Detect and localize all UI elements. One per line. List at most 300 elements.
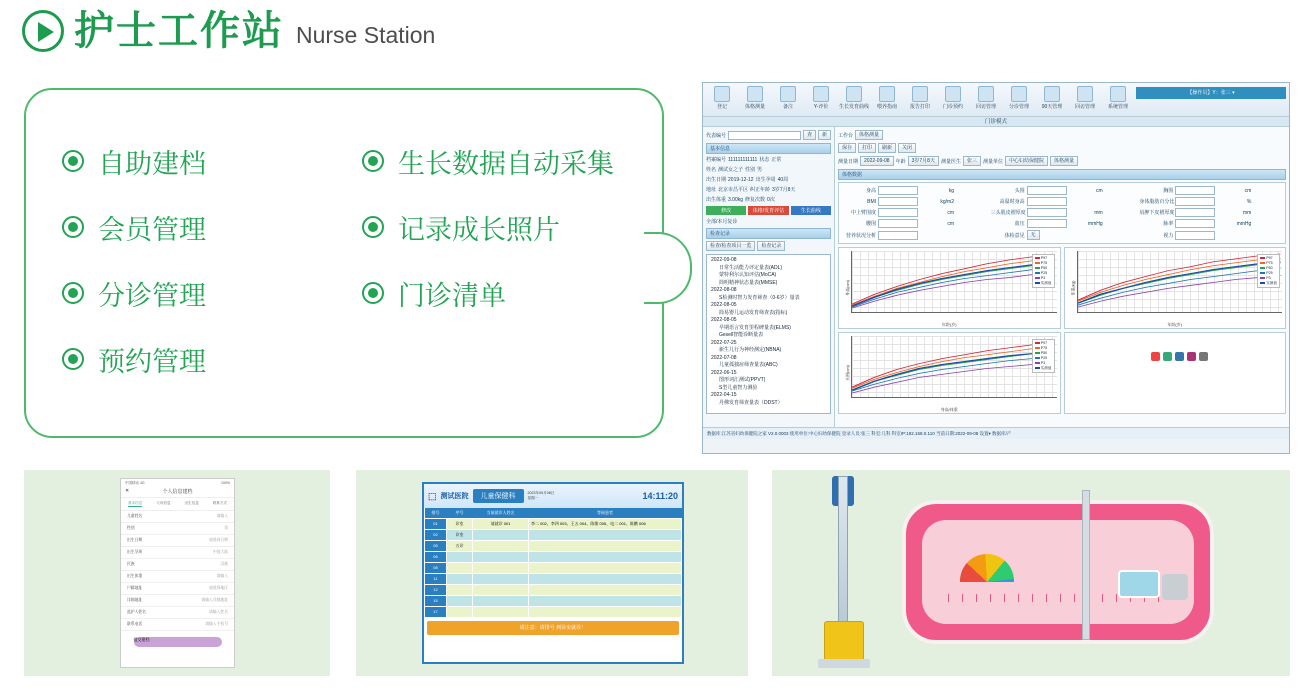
row-label: 详细地址 <box>127 598 143 602</box>
toolbar-label: 系统管理 <box>1107 104 1128 110</box>
row-value: 请输入 <box>216 574 228 578</box>
partner-logos-panel <box>1064 332 1287 414</box>
chart-plot-area <box>851 336 1057 398</box>
logo-strip <box>1077 352 1283 361</box>
feature-label: 自助建档 <box>98 148 206 180</box>
unit-select[interactable]: 中心妇幼保健院 <box>1005 156 1048 166</box>
field-unit: cm <box>1244 187 1252 194</box>
row-no: 02 <box>425 529 447 540</box>
patient-field-row <box>706 186 831 193</box>
user-bar[interactable]: 【操作员】Y：张三 ▾ <box>1136 87 1286 99</box>
measure-field <box>991 219 1134 228</box>
feature-item-4 <box>62 260 362 326</box>
rainbow-decal-icon <box>960 554 1014 582</box>
list-item[interactable] <box>121 583 234 595</box>
measure-field <box>842 197 985 206</box>
legend-label: P75 <box>1040 346 1048 350</box>
date-line-1: 2023年09月08日 <box>527 491 555 495</box>
body-fat-input[interactable] <box>1175 197 1215 206</box>
column-header: 当前就诊人姓名 <box>473 508 529 518</box>
row-value: 请输入详细地址 <box>201 598 228 602</box>
thumbnail-devices <box>772 470 1290 676</box>
workstation-select[interactable]: 体格测量 <box>855 130 883 140</box>
basic-info-header: 基本信息 <box>706 143 831 154</box>
toolbar-item-evaluate[interactable] <box>806 86 836 110</box>
feature-label: 记录成长照片 <box>398 214 560 246</box>
height-weight-machine <box>812 476 872 668</box>
logo-icon-5 <box>1199 352 1208 361</box>
tree-node[interactable]: 日常生活能力评定量表(ADL) <box>719 264 783 271</box>
close-button[interactable]: 关闭 <box>898 143 916 153</box>
logo-icon-1 <box>1151 352 1160 361</box>
field-unit: mmHg <box>1087 220 1103 227</box>
measure-field <box>1139 230 1282 240</box>
row-seq <box>447 551 473 562</box>
measure-field <box>842 208 985 217</box>
plan-icon <box>1044 86 1060 102</box>
table-row <box>425 606 682 617</box>
table-row <box>425 540 682 551</box>
row-label: 户籍地址 <box>127 586 143 590</box>
list-item[interactable] <box>121 619 234 631</box>
row-name: 请就诊 001 <box>473 518 529 529</box>
search-row <box>706 130 831 140</box>
tab-check-list[interactable]: 检查/检查项目一览 <box>706 241 755 251</box>
tree-node[interactable]: S检测时智力发育筛查（0-6岁）量表 <box>719 294 800 301</box>
bullet-icon <box>362 150 384 172</box>
nutrition-analysis-input[interactable] <box>878 231 918 240</box>
feature-card <box>24 88 664 438</box>
pulse-input[interactable] <box>1175 219 1215 228</box>
list-item[interactable] <box>121 523 234 535</box>
followup-icon <box>978 86 994 102</box>
toolbar-label: 90天管理 <box>1041 104 1063 110</box>
row-value: 请输入手机号 <box>205 622 228 626</box>
row-seq: 五诊 <box>447 540 473 551</box>
measure-date-input[interactable]: 2022-09-08 <box>860 156 894 166</box>
patient-field-row <box>706 156 831 163</box>
app-toolbar <box>703 83 1289 117</box>
field-label: 地址 <box>706 187 717 193</box>
row-waiting <box>529 562 682 573</box>
tree-node[interactable]: 图形词汇测试(PPVT) <box>719 377 766 383</box>
field-label: 视力 <box>1163 232 1174 239</box>
feature-item-1 <box>362 128 682 194</box>
table-header-row <box>425 508 682 518</box>
row-waiting: 李二 002、李四 003、王五 004、陈敏 005、电二 001、陈鹏 006 <box>529 518 682 529</box>
sitting-height-input[interactable] <box>1027 197 1067 206</box>
queue-board <box>422 482 684 664</box>
legend-label: P97 <box>1266 256 1273 260</box>
toolbar-item-plan[interactable] <box>1037 86 1067 110</box>
measure-section-header: 体格数据 <box>838 169 1286 180</box>
tree-node[interactable]: 儿童孤独症筛查量表(ABC) <box>719 362 778 368</box>
feature-item-5 <box>362 260 682 326</box>
tree-node[interactable]: 2022-07-25 <box>711 339 737 346</box>
row-name <box>473 573 529 584</box>
blood-pressure-input[interactable] <box>1027 219 1067 228</box>
action-button-row-2 <box>706 218 831 225</box>
toolbar-item-print[interactable] <box>905 86 935 110</box>
row-seq <box>447 584 473 595</box>
field-value: 北京市昌平区 <box>718 187 749 193</box>
tree-node[interactable]: 简明精神状态量表(MMSE) <box>719 279 778 286</box>
row-no: 06 <box>425 551 447 562</box>
legend-label: 实测值 <box>1040 281 1052 285</box>
column-header: 排号 <box>425 508 447 518</box>
row-no: 17 <box>425 606 447 617</box>
waist-input[interactable] <box>878 219 918 228</box>
status-battery: 100% <box>221 481 230 485</box>
note-icon <box>780 86 796 102</box>
callback-icon <box>1077 86 1093 102</box>
field-unit: cm <box>1095 187 1103 194</box>
record-panel-header: 检查记录 <box>706 228 831 239</box>
row-waiting <box>529 540 682 551</box>
field-label: 状态 <box>759 157 770 163</box>
row-label: 监护人姓名 <box>127 610 146 614</box>
list-item[interactable] <box>121 511 234 523</box>
list-item[interactable] <box>121 607 234 619</box>
field-unit: kg/m2 <box>940 198 954 205</box>
field-label: 出生日期 <box>706 177 727 183</box>
bed-headboard-post <box>1082 490 1090 640</box>
column-header: 等候患者 <box>529 508 682 518</box>
column-header: 序号 <box>447 508 473 518</box>
row-no: 12 <box>425 584 447 595</box>
bullet-icon <box>62 150 84 172</box>
table-row <box>425 584 682 595</box>
bed-inner-surface <box>922 520 1194 624</box>
triage-icon <box>1011 86 1027 102</box>
measure-field <box>991 230 1134 240</box>
bullet-icon <box>362 216 384 238</box>
tree-node[interactable]: 2022-04-15 <box>711 392 737 398</box>
list-item[interactable] <box>121 595 234 607</box>
toolbar-label: 门诊预约 <box>942 104 963 110</box>
record-tree[interactable] <box>706 254 831 414</box>
measure-field <box>1139 208 1282 217</box>
record-tabs <box>706 241 831 251</box>
tab-check-record[interactable]: 检查记录 <box>757 241 785 251</box>
row-no: 11 <box>425 573 447 584</box>
phone-form <box>121 511 234 631</box>
submit-button[interactable]: 提交建档 <box>134 637 222 647</box>
row-label: 儿童姓名 <box>127 514 143 518</box>
measure-field <box>1139 197 1282 206</box>
row-label: 出生体重 <box>127 574 143 578</box>
tree-node[interactable]: Gesell智能诊断量表 <box>719 332 764 338</box>
toolbar-item-appointment[interactable] <box>938 86 968 110</box>
legend-label: P50 <box>1040 266 1048 270</box>
table-row <box>425 518 682 529</box>
search-button[interactable]: 查 <box>803 130 816 140</box>
field-unit: mmHg <box>1236 220 1252 227</box>
field-unit: kg <box>948 187 954 194</box>
list-item[interactable] <box>121 559 234 571</box>
row-label: 性别 <box>127 526 135 530</box>
legend-label: P3 <box>1266 276 1271 280</box>
measure-submit-button[interactable]: 体格测量 <box>1050 156 1078 166</box>
head-circ-input[interactable] <box>1027 186 1067 195</box>
toolbar-label: 登记 <box>716 104 727 110</box>
measure-field-grid <box>842 186 1282 240</box>
toolbar-item-register[interactable] <box>707 86 737 110</box>
chart-lines <box>1078 251 1283 312</box>
feature-label: 生长数据自动采集 <box>398 148 614 180</box>
feature-label: 预约管理 <box>98 346 206 378</box>
chart-lines <box>852 251 1057 312</box>
field-value: 2019-12-12 <box>728 176 754 183</box>
machine-base <box>818 659 870 668</box>
legend-label: P97 <box>1040 341 1048 345</box>
doctor-label: 测量医生 <box>940 158 961 165</box>
row-seq: 诊室 <box>447 529 473 540</box>
row-seq: 诊室 <box>447 518 473 529</box>
phone-title: 个人信息建档 <box>162 489 193 495</box>
queue-footer-banner: 请注意：请排号 到诊室就诊！ <box>427 621 679 635</box>
row-label: 出生孕周 <box>127 550 143 554</box>
tab-parent-info[interactable]: 父母信息 <box>156 501 171 505</box>
app-body <box>703 127 1289 427</box>
toolbar-item-followup[interactable] <box>971 86 1001 110</box>
curve-icon <box>846 86 862 102</box>
measure-workspace <box>835 127 1289 427</box>
triceps-skinfold-input[interactable] <box>1027 208 1067 217</box>
feature-label: 门诊清单 <box>398 280 506 312</box>
chart-head-circumference <box>838 332 1061 414</box>
field-label: 中上臂围度 <box>850 210 876 216</box>
tree-node[interactable]: 2022-06-15 <box>711 369 737 376</box>
measure-field <box>842 186 985 195</box>
bullet-icon <box>62 282 84 304</box>
field-label: 头围 <box>1014 188 1025 194</box>
play-circle-icon <box>22 10 64 52</box>
tab-contact-info[interactable]: 联系方式 <box>212 501 228 505</box>
field-value: 40周 <box>777 177 789 183</box>
chart-x-label: 年龄(岁) <box>941 322 957 327</box>
exam-opinion-select[interactable]: 无 <box>1027 230 1040 240</box>
measuring-bed <box>902 500 1214 644</box>
legend-label: P50 <box>1266 266 1273 270</box>
field-label: 肩胛下皮褶厚度 <box>1139 210 1175 216</box>
row-waiting <box>529 551 682 562</box>
field-unit: mm <box>1094 209 1103 216</box>
row-seq <box>447 562 473 573</box>
patient-field-row <box>706 176 831 183</box>
field-value: 0次 <box>767 197 775 203</box>
toolbar-label: 备注 <box>782 104 793 110</box>
status-bar: 数据库:江苏省妇幼保健院之家 V2.0.0003 使用单位:中心妇幼保健院 登录人员:张三 科室:儿科 科室IP:192.168.0.110 当前日期:2022-09-08 设置▾ 数据库/产 <box>703 427 1289 439</box>
field-label: 高温时身高 <box>999 199 1025 205</box>
legend-label: P25 <box>1266 271 1273 275</box>
phone-mock <box>120 478 235 668</box>
page-title: 护士工作站 <box>74 8 284 54</box>
measure-field <box>1139 186 1282 195</box>
legend-label: P97 <box>1040 256 1048 260</box>
phone-status-bar <box>121 479 234 488</box>
vision-input[interactable] <box>1175 231 1215 240</box>
subscapular-skinfold-input[interactable] <box>1175 208 1215 217</box>
toolbar-item-measure[interactable] <box>740 86 770 110</box>
tree-node[interactable]: S型儿童智力测验 <box>719 384 758 391</box>
tree-node[interactable]: 2022-08-08 <box>711 287 737 293</box>
row-no: 05 <box>425 540 447 551</box>
row-value: 请输入 <box>216 514 228 518</box>
system-icon <box>1110 86 1126 102</box>
tree-node[interactable]: 蒙特利尔认知评估(MoCA) <box>719 272 777 278</box>
row-value: 请选择地区 <box>209 586 228 590</box>
chest-circ-input[interactable] <box>1175 186 1215 195</box>
tree-node[interactable]: 2022-09-08 <box>711 257 737 263</box>
measure-date-label: 测量日期 <box>838 158 859 165</box>
feeding-icon <box>879 86 895 102</box>
growth-charts <box>838 247 1286 414</box>
doctor-select[interactable]: 张三 <box>963 156 981 166</box>
chart-legend <box>1032 339 1055 373</box>
logo-icon-3 <box>1175 352 1184 361</box>
measure-header-row <box>838 156 1286 166</box>
workstation-label: 工作台 <box>838 132 854 139</box>
feature-item-2 <box>62 194 362 260</box>
measure-actions <box>838 143 1286 153</box>
feature-label: 会员管理 <box>98 214 206 246</box>
legend-label: 实测值 <box>1266 281 1277 285</box>
field-label: 营养状况分析 <box>845 232 876 239</box>
toolbar-item-curve[interactable] <box>839 86 869 110</box>
field-value: 3.00kg <box>728 196 744 203</box>
tree-node[interactable]: 早期语言发育里程碑量表(ELMS) <box>719 324 791 331</box>
assessment-button[interactable]: 体格/发育评估 <box>748 206 788 215</box>
measure-field <box>991 197 1134 206</box>
hospital-name: 测试医院 <box>440 493 469 500</box>
toolbar-item-feeding[interactable] <box>872 86 902 110</box>
height-input[interactable] <box>878 186 918 195</box>
row-name <box>473 551 529 562</box>
row-no: 08 <box>425 562 447 573</box>
feature-label: 分诊管理 <box>98 280 206 312</box>
row-name <box>473 584 529 595</box>
new-button[interactable]: 新 <box>818 130 831 140</box>
revisit-filter[interactable]: 全部/本月复诊 <box>706 219 738 225</box>
tree-node[interactable]: 2022-08-05 <box>711 302 737 308</box>
field-value: 男 <box>757 167 763 173</box>
measure-icon <box>747 86 763 102</box>
search-label: 代表编号 <box>706 132 727 139</box>
toolbar-label: 生长发育曲线 <box>839 104 870 110</box>
tab-outpatient-mode[interactable]: 门诊模式 <box>703 117 1289 127</box>
chart-weight <box>1064 247 1287 329</box>
save-button[interactable]: 保存 <box>838 143 856 153</box>
list-item[interactable] <box>121 535 234 547</box>
status-carrier: 中国移动 4G <box>125 481 145 485</box>
legend-label: P3 <box>1040 361 1046 365</box>
edit-button[interactable]: 修改 <box>706 206 746 215</box>
measure-field <box>991 208 1134 217</box>
chart-y-label: 头围(cm) <box>845 365 850 381</box>
patient-field-row <box>706 166 831 173</box>
search-input[interactable] <box>728 131 801 140</box>
evaluate-icon <box>813 86 829 102</box>
field-label: 三头肌皮褶厚度 <box>990 210 1026 216</box>
mid-arm-input[interactable] <box>878 208 918 217</box>
action-button-row <box>706 206 831 215</box>
toolbar-item-triage[interactable] <box>1004 86 1034 110</box>
field-unit: mm <box>1242 209 1252 216</box>
machine-pole <box>838 476 848 626</box>
table-row <box>425 562 682 573</box>
tree-node[interactable]: 2022-07-08 <box>711 354 737 361</box>
phone-tabs <box>121 498 234 511</box>
toolbar-label: 体格测量 <box>744 104 765 110</box>
feature-list <box>26 90 662 392</box>
queue-table <box>424 508 682 618</box>
table-row <box>425 573 682 584</box>
print-button[interactable]: 打印 <box>858 143 876 153</box>
department-badge: 儿童保健科 <box>473 489 524 503</box>
bed-panel <box>1118 570 1160 598</box>
tree-node[interactable]: 丹佛发育筛查量表（DDST） <box>719 399 783 406</box>
patient-fields <box>706 156 831 203</box>
chart-plot-area <box>851 251 1057 313</box>
age-label: 年龄 <box>895 158 906 165</box>
workstation-row <box>838 130 1286 140</box>
tree-node[interactable]: 新生儿行为神经测定(NBNA) <box>719 347 782 353</box>
toolbar-label: 分诊管理 <box>1008 104 1029 110</box>
toolbar-label: 回访管理 <box>1074 104 1095 110</box>
close-icon[interactable]: ✕ <box>125 488 130 494</box>
field-unit: cm <box>947 220 954 227</box>
legend-label: P75 <box>1266 261 1273 265</box>
thumbnail-mobile-app <box>24 470 330 676</box>
toolbar-label: Y-评价 <box>813 104 829 110</box>
machine-body <box>824 621 864 663</box>
legend-label: P75 <box>1040 261 1048 265</box>
refresh-button[interactable]: 刷新 <box>878 143 896 153</box>
toolbar-label: 报告打印 <box>909 104 930 110</box>
growth-curve-button[interactable]: 生长曲线 <box>791 206 831 215</box>
field-label: 胸围 <box>1163 188 1174 194</box>
unit-label: 测量单位 <box>982 158 1003 165</box>
patient-field-row <box>706 196 831 203</box>
tree-node[interactable]: 2022-08-05 <box>711 317 737 323</box>
hospital-logo-icon: ⬚ <box>428 490 437 501</box>
list-item[interactable] <box>121 547 234 559</box>
tab-birth-info[interactable]: 出生信息 <box>184 501 199 505</box>
row-no: 15 <box>425 595 447 606</box>
bullet-icon <box>62 348 84 370</box>
toolbar-item-note[interactable] <box>773 86 803 110</box>
measure-field <box>842 219 985 228</box>
toolbar-item-system[interactable] <box>1103 86 1133 110</box>
tab-basic-info[interactable]: 基本信息 <box>127 501 143 505</box>
page-header <box>22 10 435 52</box>
feature-item-3 <box>362 194 682 260</box>
row-waiting <box>529 529 682 540</box>
phone-title-bar <box>121 488 234 498</box>
tree-node[interactable]: 简易婴儿运动发育筛查表(指标) <box>719 309 788 316</box>
legend-label: P25 <box>1040 271 1048 275</box>
bed-accessory <box>1162 574 1188 600</box>
field-label: 脉率 <box>1163 221 1174 227</box>
bmi-input[interactable] <box>878 197 918 206</box>
list-item[interactable] <box>121 571 234 583</box>
logo-icon-2 <box>1163 352 1172 361</box>
row-name <box>473 595 529 606</box>
toolbar-item-callback[interactable] <box>1070 86 1100 110</box>
field-value: 111111111111 <box>728 156 758 163</box>
row-name <box>473 529 529 540</box>
